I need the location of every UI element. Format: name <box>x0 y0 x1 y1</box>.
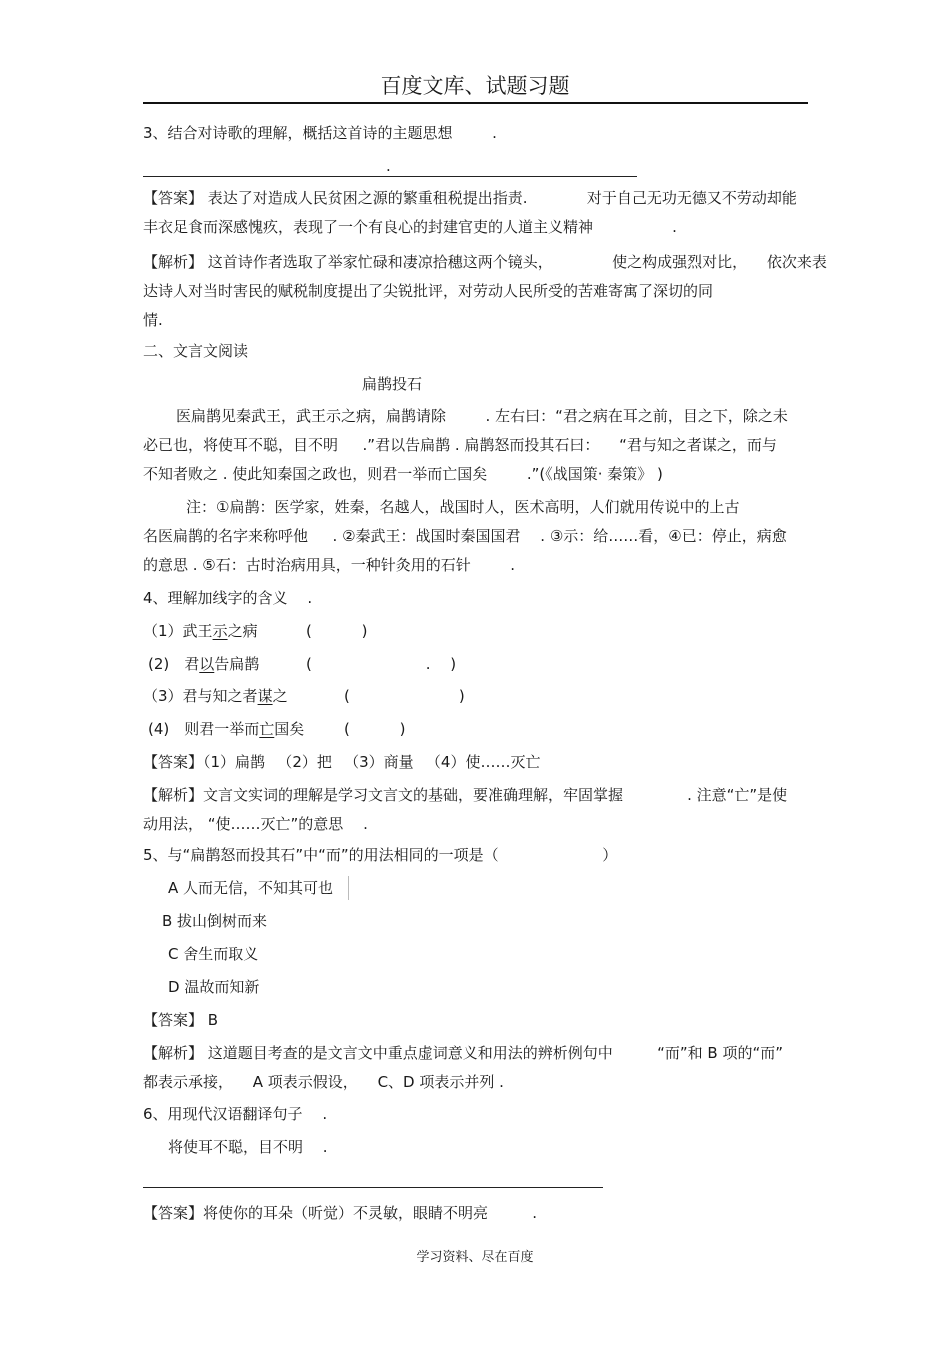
q5-option-c: C 舍生而取义 <box>168 945 259 963</box>
q3-answer-line-1: 【答案】 表达了对造成人民贫困之源的繁重租税提出指责. 对于自己无功无德又不劳动却能 <box>143 189 797 207</box>
q5-separator <box>348 876 349 900</box>
section-heading: 二、文言文阅读 <box>143 342 249 360</box>
q6-sentence: 将使耳不聪，目不明 . <box>168 1138 328 1156</box>
q6-answer: 【答案】将使你的耳朵（听觉）不灵敏，眼睛不明亮 . <box>143 1204 538 1222</box>
q4-item-2-blank: ( . ) <box>306 655 457 673</box>
q5-analysis-line-2: 都表示承接， A 项表示假设， C、D 项表示并列 . <box>143 1073 504 1091</box>
notes-line-2: 名医扁鹊的名字来称呼他 . ②秦武王：战国时秦国国君 . ③示：给……看，④已：停止，病愈 <box>143 527 787 545</box>
q4-item-text: 武王 <box>182 622 213 640</box>
page-header-title: 百度文库、试题习题 <box>380 74 570 98</box>
q3-answer-line-2: 丰衣足食而深感愧疚，表现了一个有良心的封建官吏的人道主义精神 . <box>143 218 677 236</box>
q6-answer-blank-line <box>143 1187 603 1188</box>
q4-item-2 <box>148 654 259 674</box>
q4-underlined-char: 以 <box>199 655 215 673</box>
q4-item-text: 告扁鹊 <box>214 655 260 673</box>
q4-item-number: (4) <box>148 720 185 738</box>
q3-blank-dot: . <box>386 157 391 175</box>
q5-option-d: D 温故而知新 <box>168 978 260 996</box>
q3-analysis-line-2: 达诗人对当时害民的赋税制度提出了尖锐批评，对劳动人民所受的苦难寄寓了深切的同 <box>143 282 714 300</box>
q3-question: 3、结合对诗歌的理解，概括这首诗的主题思想 . <box>143 124 497 142</box>
q5-option-a: A 人而无信，不知其可也 <box>168 879 334 897</box>
q4-item-number: (2) <box>148 655 185 673</box>
q4-question: 4、理解加线字的含义 . <box>143 589 313 607</box>
q4-analysis-line-2: 动用法， “使……灭亡”的意思 . <box>143 815 368 833</box>
q4-underlined-char: 示 <box>212 622 228 640</box>
q3-answer-blank-line <box>143 176 637 177</box>
q4-item-number: （3） <box>143 687 183 705</box>
q4-item-4 <box>148 719 304 739</box>
passage-line-2: 必已也，将使耳不聪，目不明 .”君以告扁鹊 . 扁鹊怒而投其石曰： “君与知之者谋之，而与 <box>143 436 777 454</box>
q4-underlined-char: 谋 <box>257 687 273 705</box>
q4-analysis-line-1: 【解析】文言文实词的理解是学习文言文的基础，要准确理解，牢固掌握 . 注意“亡”是使 <box>143 786 788 804</box>
notes-line-1: 注：①扁鹊：医学家，姓秦，名越人，战国时人，医术高明，人们就用传说中的上古 <box>186 498 740 516</box>
passage-line-3: 不知者败之 . 使此知秦国之政也，则君一举而亡国矣 .”(《战国策· 秦策》 ) <box>143 465 663 483</box>
q4-item-1 <box>143 621 258 641</box>
q4-item-text: 国矣 <box>274 720 305 738</box>
q4-item-text: 则君一举而 <box>184 720 260 738</box>
q4-item-text: 君 <box>184 655 200 673</box>
q5-question: 5、与“扁鹊怒而投其石”中“而”的用法相同的一项是（ ） <box>143 846 618 864</box>
q5-answer: 【答案】 B <box>143 1011 219 1029</box>
q3-analysis-line-1: 【解析】 这首诗作者选取了举家忙碌和凄凉拾穗这两个镜头， 使之构成强烈对比， 依次来表 <box>143 253 827 271</box>
q4-underlined-char: 亡 <box>259 720 275 738</box>
q4-item-text: 君与知之者 <box>182 687 258 705</box>
q5-option-b: B 拔山倒树而来 <box>162 912 268 930</box>
header-rule <box>143 102 808 104</box>
q4-item-text: 之病 <box>227 622 258 640</box>
q4-item-1-blank: ( ) <box>306 622 368 640</box>
q4-answer: 【答案】（1）扁鹊 （2）把 （3）商量 （4）使……灭亡 <box>143 753 541 771</box>
q5-analysis-line-1: 【解析】 这道题目考查的是文言文中重点虚词意义和用法的辨析例句中 “而”和 B 项的“而” <box>143 1044 783 1062</box>
q4-item-4-blank: ( ) <box>344 720 406 738</box>
page-footer-text: 学习资料、尽在百度 <box>416 1250 534 1265</box>
q4-item-text: 之 <box>272 687 288 705</box>
q6-question: 6、用现代汉语翻译句子 . <box>143 1105 328 1123</box>
passage-line-1: 医扁鹊见秦武王，武王示之病，扁鹊请除 . 左右曰：“君之病在耳之前，目之下，除之未 <box>176 407 788 425</box>
q4-item-number: （1） <box>143 622 183 640</box>
passage-title: 扁鹊投石 <box>362 375 423 393</box>
q4-item-3 <box>143 686 288 706</box>
q4-item-3-blank: ( ) <box>344 687 465 705</box>
q3-analysis-line-3: 情. <box>143 311 163 329</box>
notes-line-3: 的意思 . ⑤石：古时治病用具，一种针灸用的石针 . <box>143 556 516 574</box>
